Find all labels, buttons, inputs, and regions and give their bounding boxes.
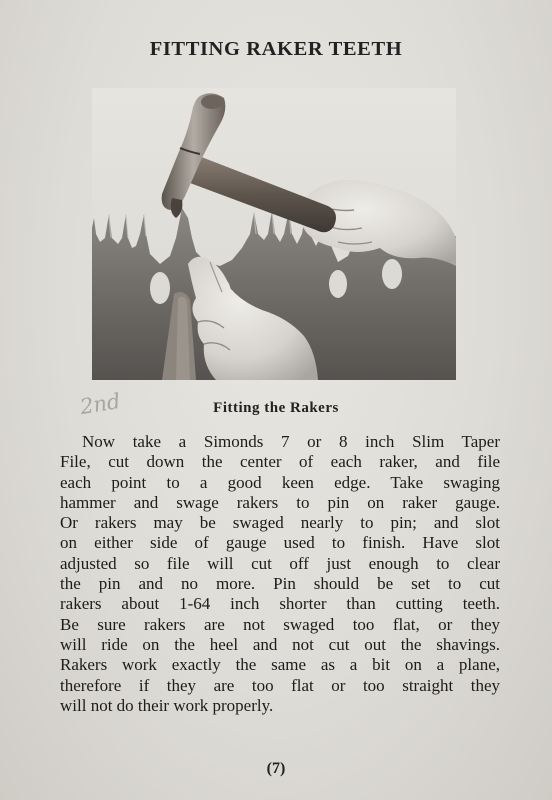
body-line: will ride on the heel and not cut out the shavings. — [60, 634, 500, 654]
raker-fitting-illustration — [92, 88, 456, 380]
page-number: (7) — [266, 760, 286, 777]
page-title: FITTING RAKER TEETH — [149, 38, 403, 60]
body-line: Now take a Simonds 7 or 8 inch Slim Taper — [82, 432, 500, 451]
figure-caption: Fitting the Rakers — [213, 400, 339, 416]
body-line: will not do their work properly. — [60, 695, 274, 715]
handwritten-annotation: 2nd — [78, 388, 122, 420]
body-line: File, cut down the center of each raker, and file — [60, 452, 500, 472]
body-line: hammer and swage rakers to pin on raker gauge. — [60, 492, 500, 512]
body-line: Rakers work exactly the same as a bit on a plane, — [60, 655, 500, 675]
body-line: Be sure rakers are not swaged too flat, or they — [60, 614, 500, 634]
body-line: the pin and no more. Pin should be set to cut — [60, 574, 500, 594]
body-paragraph — [60, 432, 500, 716]
body-line: Or rakers may be swaged nearly to pin; and slot — [60, 513, 500, 533]
body-line: each point to a good keen edge. Take swaging — [60, 472, 500, 492]
body-line: on either side of gauge used to finish. Have slot — [60, 533, 500, 553]
body-line: therefore if they are too flat or too straight they — [60, 675, 500, 695]
body-line: rakers about 1-64 inch shorter than cutting teeth. — [60, 594, 500, 614]
body-line: adjusted so file will cut off just enough to clear — [60, 553, 500, 573]
